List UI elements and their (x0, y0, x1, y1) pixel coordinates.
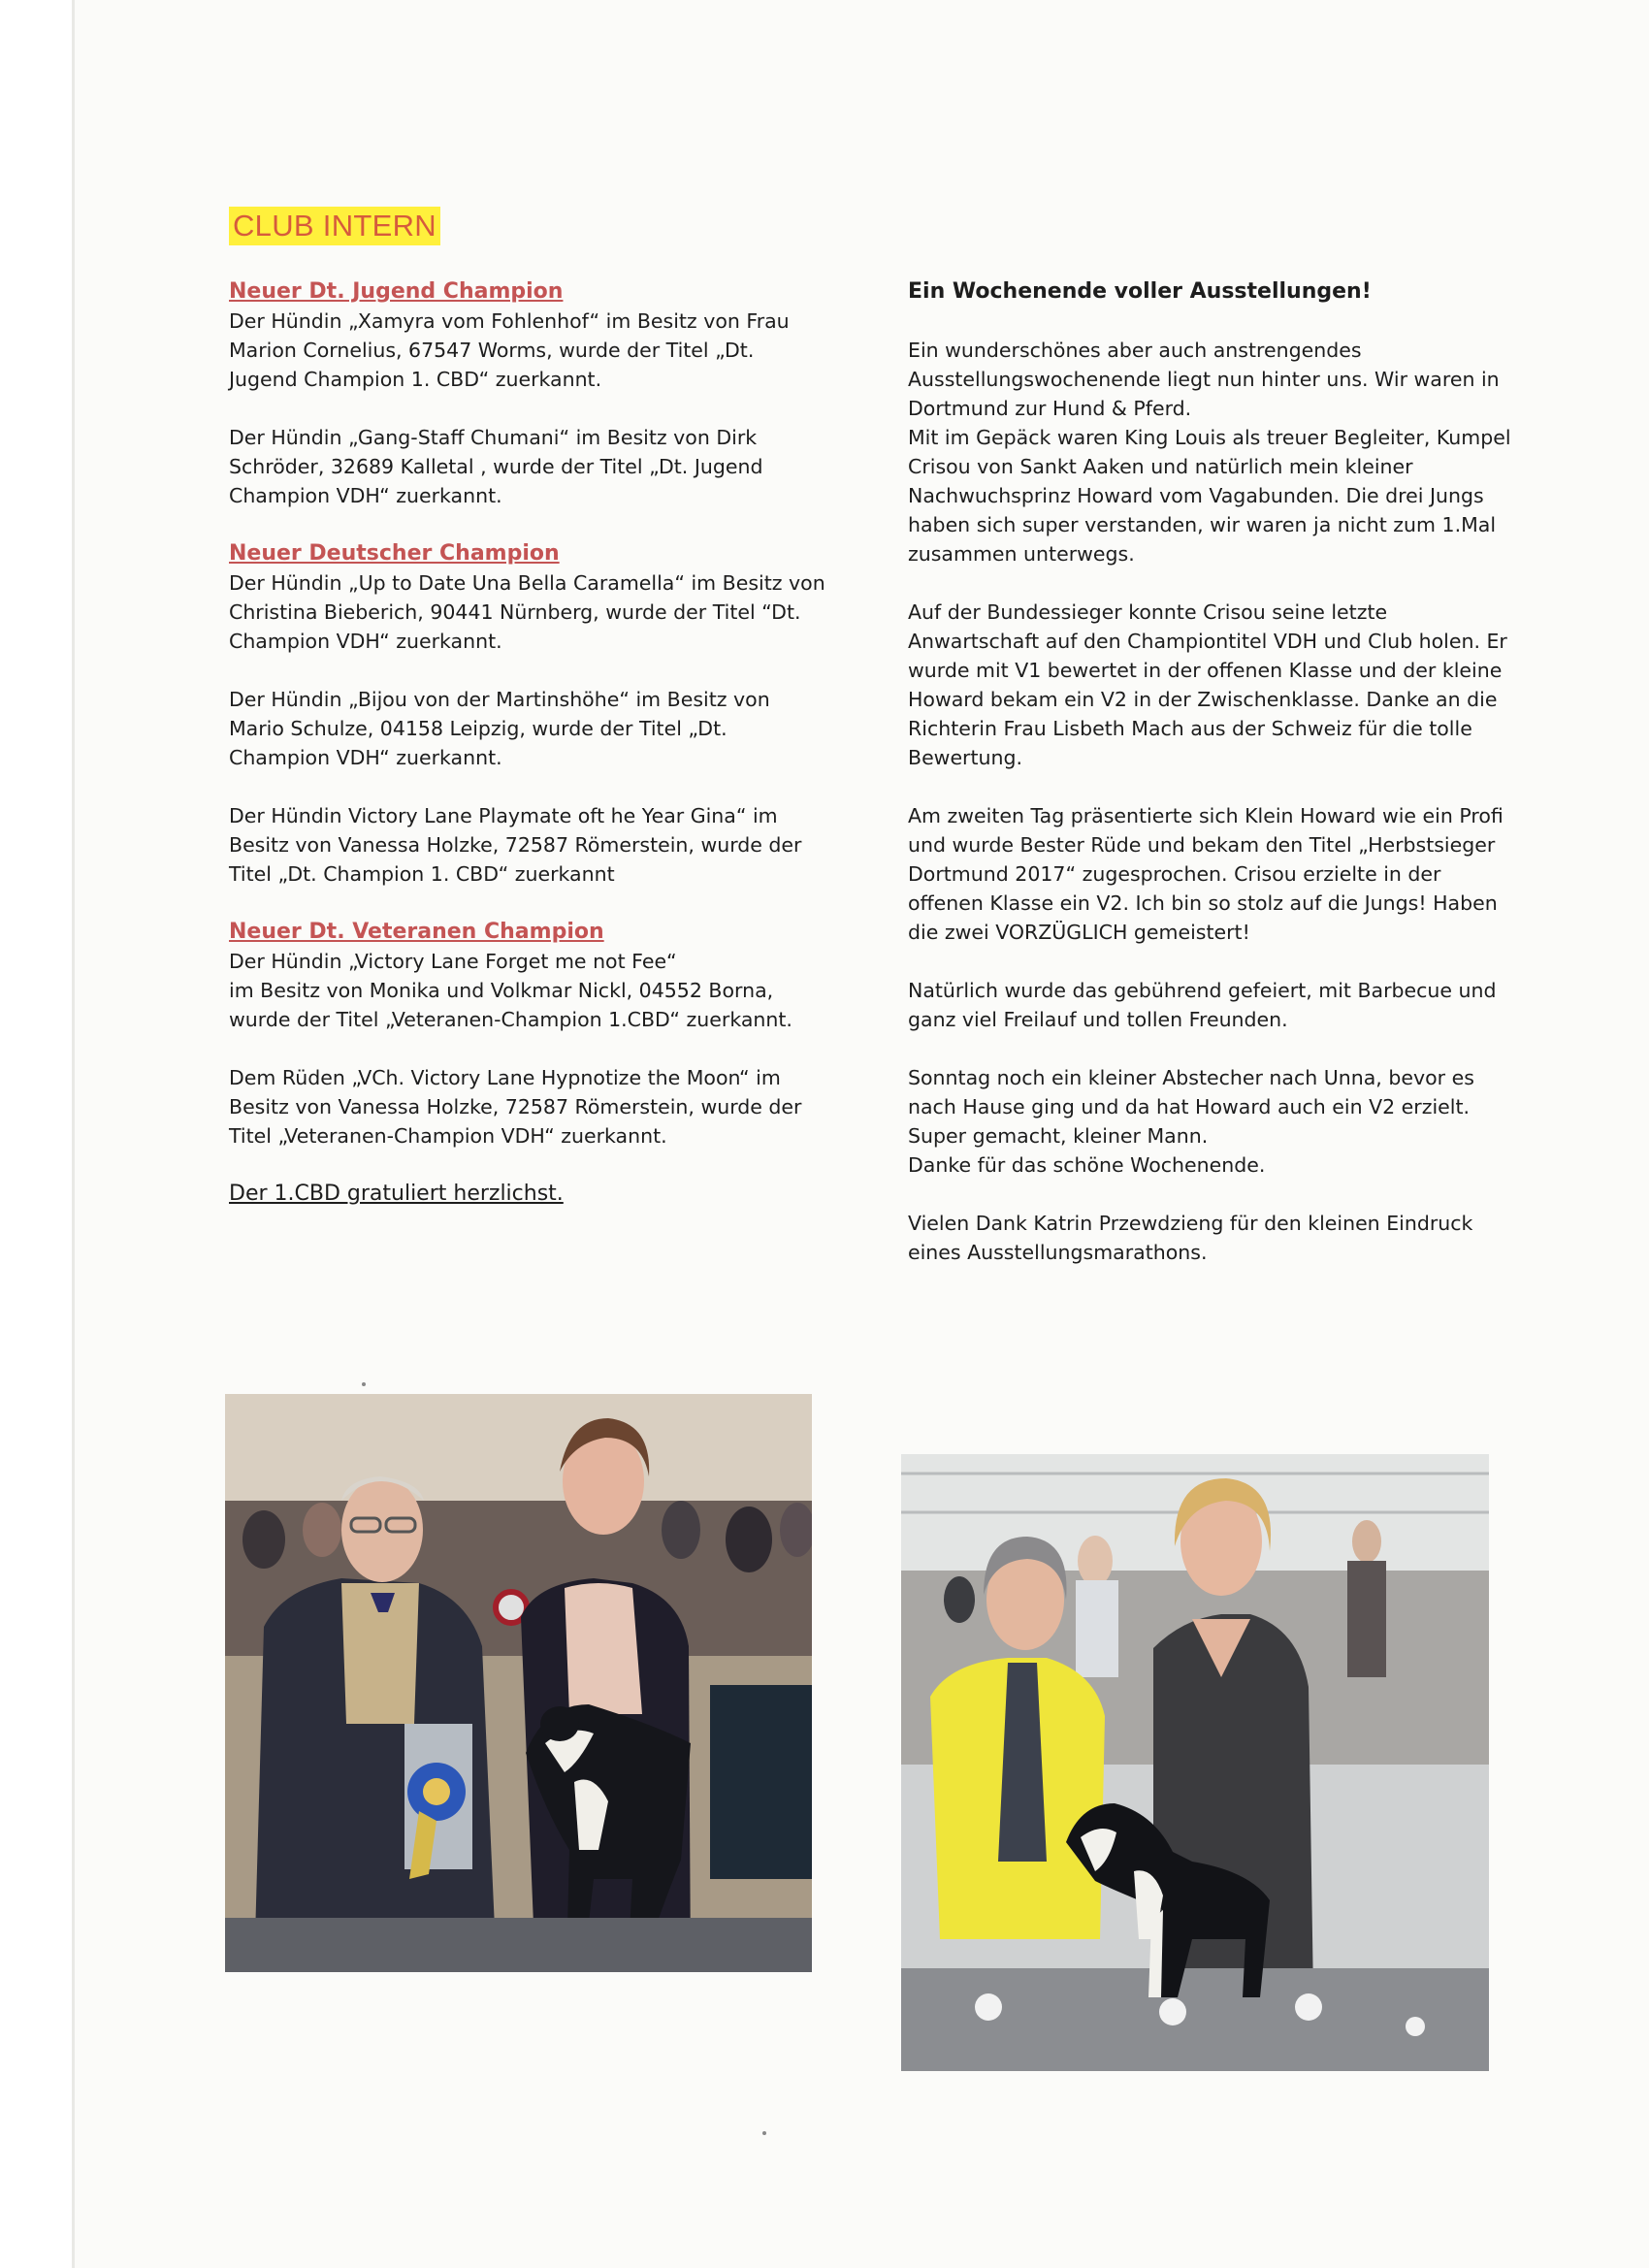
scan-edge (0, 0, 75, 2268)
paragraph: Der Hündin Victory Lane Playmate oft he Year Gina“ im Besitz von Vanessa Holzke, 72587 Römerstein, wurde der Titel „Dt. Champion 1. CBD“ zuerkannt (229, 804, 802, 886)
scan-speck (762, 2131, 766, 2135)
section-title: Neuer Dt. Jugend Champion (229, 279, 564, 304)
paragraph: Der Hündin „Xamyra vom Fohlenhof“ im Besitz von Frau Marion Cornelius, 67547 Worms, wurde der Titel „Dt. Jugend Champion 1. CBD“ zuerkannt. (229, 309, 790, 391)
section-title: Neuer Deutscher Champion (229, 541, 560, 566)
section-veteranen-champion (229, 918, 850, 1150)
right-column (908, 277, 1538, 1296)
photo-judge-handler-dog (225, 1394, 812, 1972)
photo-two-women-dog (901, 1454, 1489, 2071)
paragraph: Auf der Bundessieger konnte Crisou seine letzte Anwartschaft auf den Championtitel VDH und Club holen. Er wurde mit V1 bewertet in der offenen Klasse und der kleine Howard bekam ein V2 in der Zwischenklasse. Danke an die Richterin Frau Lisbeth Mach aus der Schweiz für die tolle Bewertung. (908, 600, 1507, 769)
paragraph: Der Hündin „Up to Date Una Bella Caramella“ im Besitz von Christina Bieberich, 90441 Nürnberg, wurde der Titel “Dt. Champion VDH“ zuerkannt. (229, 571, 825, 653)
section-deutscher-champion (229, 539, 850, 889)
paragraph: Der Hündin „Bijou von der Martinshöhe“ im Besitz von Mario Schulze, 04158 Leipzig, wurde der Titel „Dt. Champion VDH“ zuerkannt. (229, 688, 770, 769)
section-title: Neuer Dt. Veteranen Champion (229, 920, 604, 944)
photo-two-women-dog-image (901, 1454, 1489, 2071)
paragraph: Ein wunderschönes aber auch anstrengendes Ausstellungswochenende liegt nun hinter uns. Wir waren in Dortmund zur Hund & Pferd. Mit im Gepäck waren King Louis als treuer Begleiter, Kumpel Crisou von Sankt Aaken und natürlich mein kleiner Nachwuchsprinz Howard vom Vagabunden. Die drei Jungs haben sich super verstanden, wir waren ja nicht zum 1.Mal zusammen unterwegs. (908, 339, 1511, 566)
article-heading: Ein Wochenende voller Ausstellungen! (908, 279, 1372, 304)
closing-line: Der 1.CBD gratuliert herzlichst. (229, 1182, 564, 1206)
paragraph: Sonntag noch ein kleiner Abstecher nach Unna, bevor es nach Hause ging und da hat Howard auch ein V2 erzielt. Super gemacht, kleiner Mann. Danke für das schöne Wochenende. (908, 1066, 1474, 1177)
section-jugend-champion (229, 277, 850, 510)
paragraph: Dem Rüden „VCh. Victory Lane Hypnotize the Moon“ im Besitz von Vanessa Holzke, 72587 Römerstein, wurde der Titel „Veteranen-Champion VDH“ zuerkannt. (229, 1066, 802, 1148)
scan-speck (362, 1382, 366, 1386)
paragraph: Vielen Dank Katrin Przewdzieng für den kleinen Eindruck eines Ausstellungsmarathons. (908, 1212, 1473, 1264)
club-intern-header: CLUB INTERN (229, 207, 440, 245)
paragraph: Der Hündin „Gang-Staff Chumani“ im Besitz von Dirk Schröder, 32689 Kalletal , wurde der Titel „Dt. Jugend Champion VDH“ zuerkannt. (229, 426, 763, 507)
left-column (229, 277, 850, 1209)
paragraph: Natürlich wurde das gebührend gefeiert, mit Barbecue und ganz viel Freilauf und tollen Freunden. (908, 979, 1497, 1031)
photo-judge-handler-dog-image (225, 1394, 812, 1972)
paragraph: Am zweiten Tag präsentierte sich Klein Howard wie ein Profi und wurde Bester Rüde und bekam den Titel „Herbstsieger Dortmund 2017“ zugesprochen. Crisou erzielte in der offenen Klasse ein V2. Ich bin so stolz auf die Jungs! Haben die zwei VORZÜGLICH gemeistert! (908, 804, 1504, 944)
paragraph: Der Hündin „Victory Lane Forget me not Fee“ im Besitz von Monika und Volkmar Nickl, 04552 Borna, wurde der Titel „Veteranen-Champion 1.CBD“ zuerkannt. (229, 950, 792, 1031)
